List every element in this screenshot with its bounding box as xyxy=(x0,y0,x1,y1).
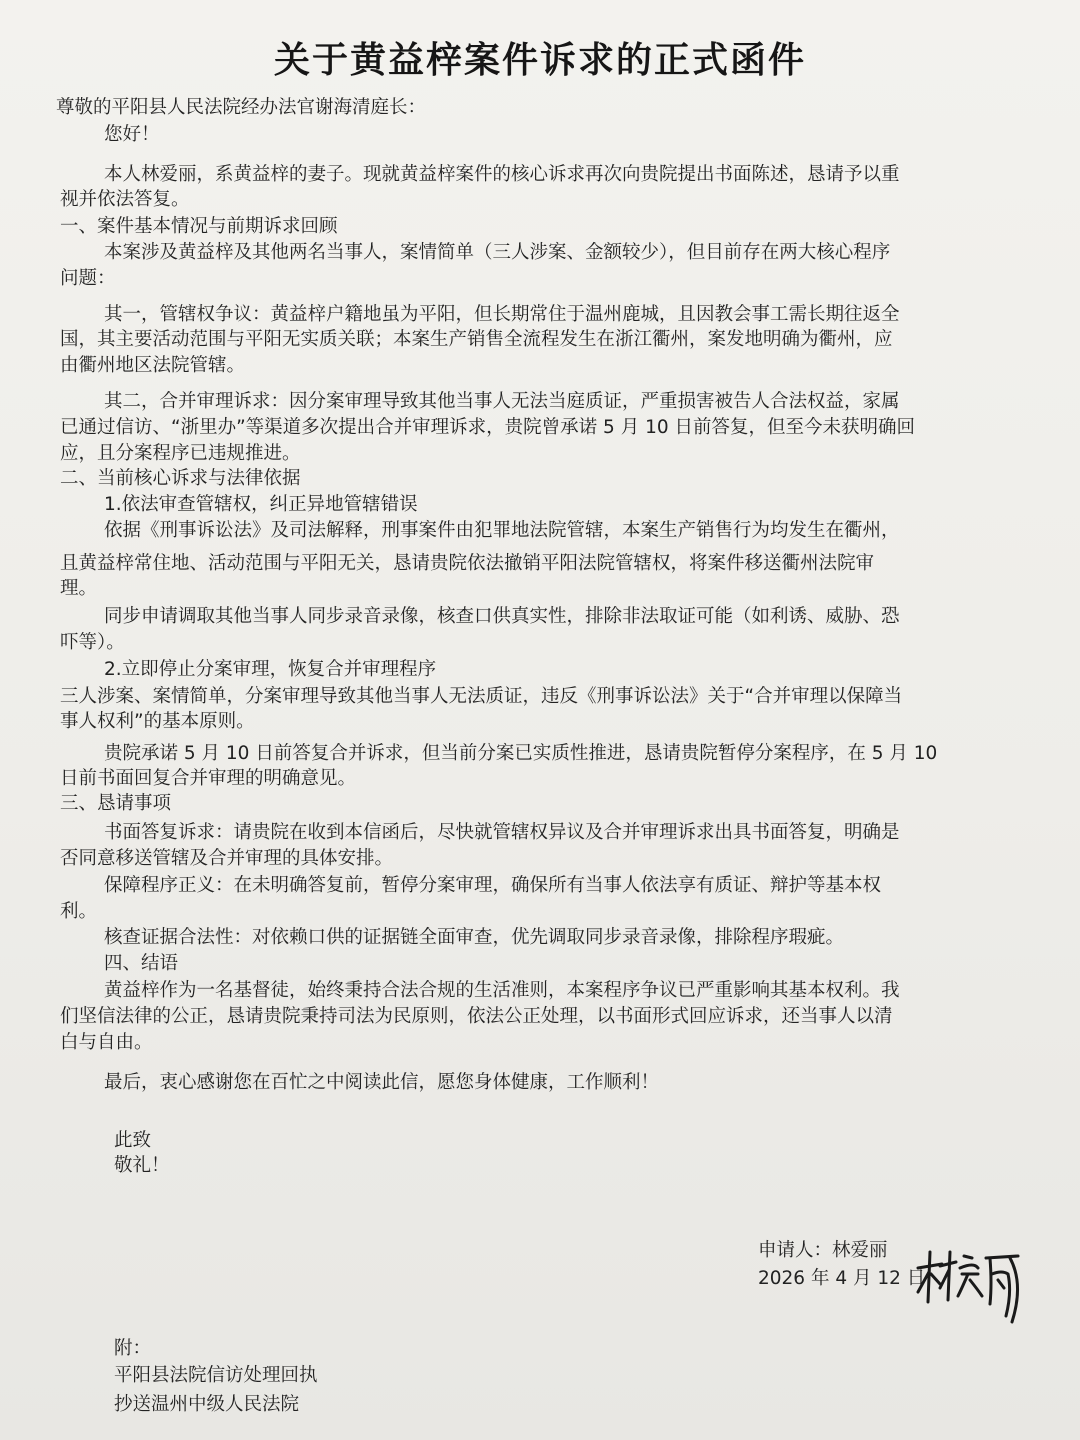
body-line: 本案涉及黄益梓及其他两名当事人，案情简单（三人涉案、金额较少），但目前存在两大核心程序 xyxy=(104,242,891,263)
body-line: 其一，管辖权争议：黄益梓户籍地虽为平阳，但长期常住于温州鹿城，且因教会事工需长期往返全 xyxy=(104,304,900,325)
body-line: 视并依法答复。 xyxy=(60,189,190,210)
body-line: 国，其主要活动范围与平阳无实质关联；本案生产销售全流程发生在浙江衢州，案发地明确为衢州，应 xyxy=(60,329,893,350)
section-heading: 三、恳请事项 xyxy=(60,793,172,814)
body-line: 黄益梓作为一名基督徒，始终秉持合法合规的生活准则，本案程序争议已严重影响其基本权利。我 xyxy=(104,980,900,1001)
body-line: 核查证据合法性：对依赖口供的证据链全面审查，优先调取同步录音录像，排除程序瑕疵。 xyxy=(104,927,845,948)
subsection-heading: 1.依法审查管辖权，纠正异地管辖错误 xyxy=(104,494,418,515)
body-line: 问题： xyxy=(60,268,116,289)
body-line: 已通过信访、“浙里办”等渠道多次提出合并审理诉求，贵院曾承诺 5 月 10 日前答复，但至今未获明确回 xyxy=(60,417,916,438)
body-line: 且黄益梓常住地、活动范围与平阳无关，恳请贵院依法撤销平阳法院管辖权，将案件移送衢州法院审 xyxy=(60,553,875,574)
closing-phrase: 此致 xyxy=(114,1130,152,1151)
section-heading: 四、结语 xyxy=(104,953,179,974)
section-heading: 二、当前核心诉求与法律依据 xyxy=(60,468,301,489)
body-line: 事人权利”的基本原则。 xyxy=(60,711,255,732)
body-line: 本人林爱丽，系黄益梓的妻子。现就黄益梓案件的核心诉求再次向贵院提出书面陈述，恳请予以重 xyxy=(104,164,900,185)
body-line: 利。 xyxy=(60,901,98,922)
attachment-item: 抄送温州中级人民法院 xyxy=(114,1394,300,1415)
body-line: 应，且分案程序已违规推进。 xyxy=(60,443,301,464)
handwritten-signature xyxy=(912,1244,1027,1326)
body-line: 保障程序正义：在未明确答复前，暂停分案审理，确保所有当事人依法享有质证、辩护等基本权 xyxy=(104,875,882,896)
salutation: 尊敬的平阳县人民法院经办法官谢海清庭长： xyxy=(56,97,427,118)
body-line: 否同意移送管辖及合并审理的具体安排。 xyxy=(60,848,394,869)
body-line: 书面答复诉求：请贵院在收到本信函后，尽快就管辖权异议及合并审理诉求出具书面答复，明确是 xyxy=(104,822,900,843)
greeting: 您好！ xyxy=(104,124,160,145)
body-line: 们坚信法律的公正，恳请贵院秉持司法为民原则，依法公正处理，以书面形式回应诉求，还当事人以清 xyxy=(60,1006,893,1027)
body-line: 依据《刑事诉讼法》及司法解释，刑事案件由犯罪地法院管辖，本案生产销售行为均发生在衢州， xyxy=(104,520,900,541)
body-line: 由衢州地区法院管辖。 xyxy=(60,355,246,376)
closing-regards: 敬礼！ xyxy=(114,1155,170,1176)
letter-date: 2026 年 4 月 12 日 xyxy=(758,1268,926,1289)
body-line: 吓等）。 xyxy=(60,632,125,653)
letter-title: 关于黄益梓案件诉求的正式函件 xyxy=(273,40,806,81)
subsection-heading: 2.立即停止分案审理，恢复合并审理程序 xyxy=(104,659,437,680)
attachments-heading: 附： xyxy=(114,1338,152,1359)
applicant-name: 申请人：林爱丽 xyxy=(758,1240,888,1261)
body-line: 理。 xyxy=(60,578,98,599)
body-line: 贵院承诺 5 月 10 日前答复合并诉求，但当前分案已实质性推进，恳请贵院暂停分案程序，在 5 月 10 xyxy=(104,743,938,764)
body-line: 白与自由。 xyxy=(60,1032,153,1053)
body-line: 三人涉案、案情简单，分案审理导致其他当事人无法质证，违反《刑事诉讼法》关于“合并审理以保障当 xyxy=(60,686,903,707)
section-heading: 一、案件基本情况与前期诉求回顾 xyxy=(60,216,338,237)
attachment-item: 平阳县法院信访处理回执 xyxy=(114,1365,318,1386)
body-line: 其二，合并审理诉求：因分案审理导致其他当事人无法当庭质证，严重损害被告人合法权益，家属 xyxy=(104,391,900,412)
body-line: 日前书面回复合并审理的明确意见。 xyxy=(60,768,357,789)
body-line: 同步申请调取其他当事人同步录音录像，核查口供真实性，排除非法取证可能（如利诱、威胁、恐 xyxy=(104,606,900,627)
closing-line: 最后，衷心感谢您在百忙之中阅读此信，愿您身体健康，工作顺利！ xyxy=(104,1072,660,1093)
